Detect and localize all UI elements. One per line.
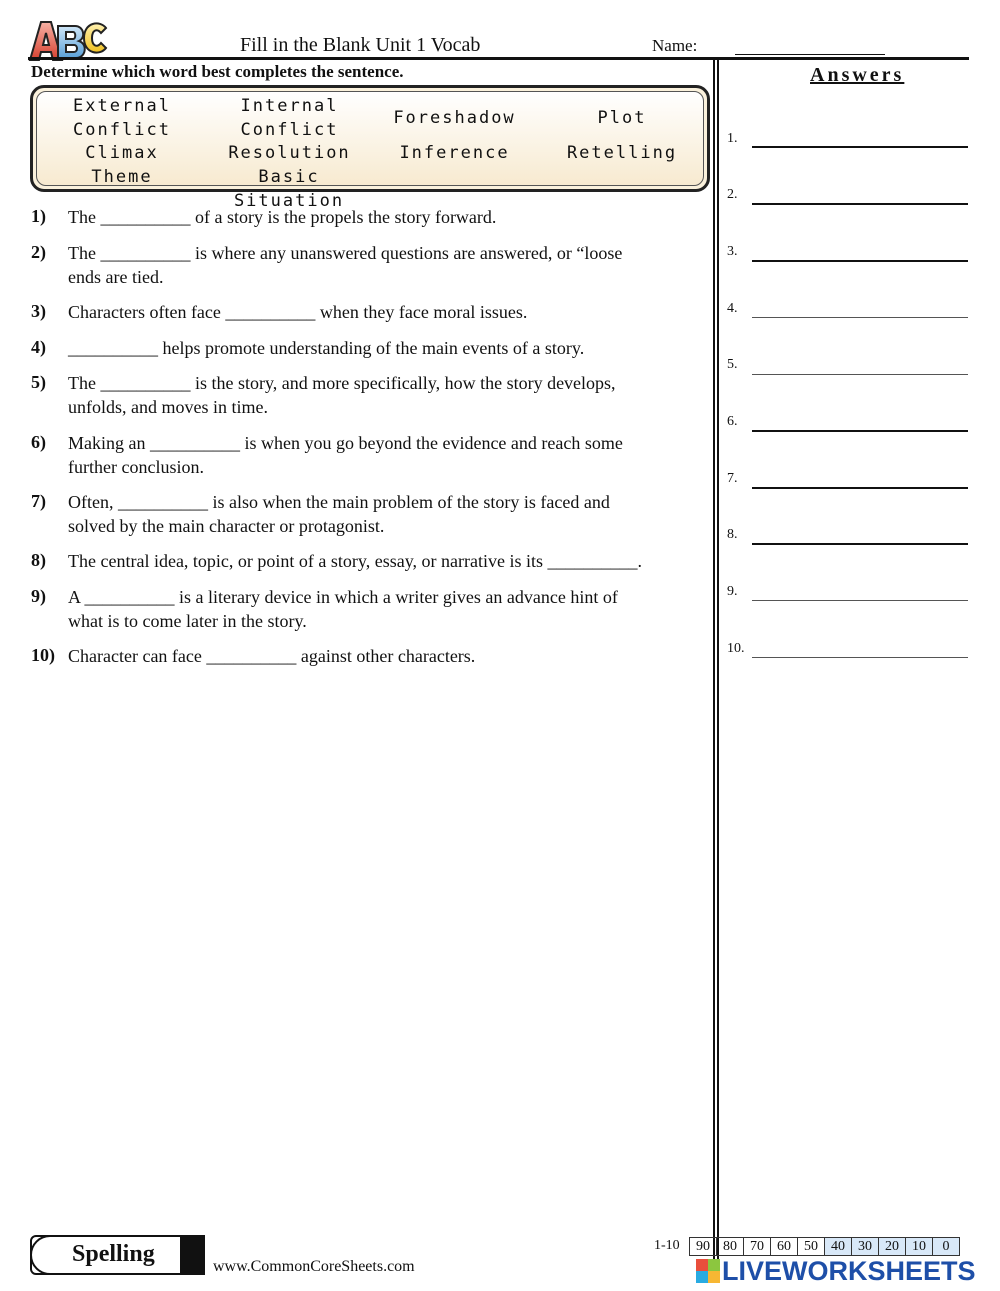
answer-number: 9. bbox=[727, 584, 738, 599]
answer-number: 2. bbox=[727, 187, 738, 202]
word-bank-item: Foreshadow bbox=[393, 108, 516, 128]
website-url: www.CommonCoreSheets.com bbox=[213, 1258, 415, 1275]
answer-number: 10. bbox=[727, 641, 745, 656]
score-cell: 40 bbox=[824, 1237, 852, 1256]
question-text: Making an __________ is when you go beyond the evidence and reach some further conclusion. bbox=[68, 433, 623, 477]
question-text: The central idea, topic, or point of a story, essay, or narrative is its __________. bbox=[68, 551, 643, 571]
answer-field[interactable] bbox=[752, 600, 968, 601]
subject-tab-bar bbox=[180, 1235, 205, 1275]
word-bank-item: Theme bbox=[91, 167, 153, 187]
watermark-text: LIVEWORKSHEETS bbox=[722, 1255, 976, 1286]
question-text: Often, __________ is also when the main problem of the story is faced and solved by the main character or protagonist. bbox=[68, 492, 610, 536]
liveworksheets-watermark bbox=[696, 1256, 976, 1286]
answer-field[interactable] bbox=[752, 260, 968, 262]
answer-field[interactable] bbox=[752, 430, 968, 432]
answers-heading: Answers bbox=[810, 64, 905, 86]
column-divider bbox=[713, 58, 719, 1279]
header-rule bbox=[28, 57, 969, 60]
word-bank bbox=[30, 85, 710, 211]
word-bank-item: Internal Conflict bbox=[240, 96, 339, 140]
question-text: The __________ is the story, and more specifically, how the story develops, unfolds, and moves in time. bbox=[68, 373, 616, 417]
instructions: Determine which word best completes the sentence. bbox=[31, 62, 404, 81]
question-text: Character can face __________ against other characters. bbox=[68, 646, 476, 666]
answer-field[interactable] bbox=[752, 317, 968, 318]
name-label: Name: bbox=[652, 36, 698, 55]
word-bank-item: Retelling bbox=[566, 143, 678, 163]
answer-number: 4. bbox=[727, 301, 738, 316]
subject-label: Spelling bbox=[72, 1241, 155, 1267]
answer-field[interactable] bbox=[752, 203, 968, 205]
answer-number: 8. bbox=[727, 527, 738, 542]
score-cell: 0 bbox=[932, 1237, 960, 1256]
worksheet-title: Fill in the Blank Unit 1 Vocab bbox=[240, 34, 481, 56]
question-text: A __________ is a literary device in which a writer gives an advance hint of what is to come later in the story. bbox=[68, 587, 618, 631]
subject-tab bbox=[30, 1235, 205, 1275]
word-bank-item: Climax bbox=[85, 143, 159, 163]
answer-number: 1. bbox=[727, 131, 738, 146]
answer-number: 7. bbox=[727, 471, 738, 486]
question-text: The __________ of a story is the propels the story forward. bbox=[68, 207, 497, 227]
answer-field[interactable] bbox=[752, 657, 968, 658]
question-text: __________ helps promote understanding of the main events of a story. bbox=[68, 338, 585, 358]
score-cell: 30 bbox=[851, 1237, 879, 1256]
word-bank-item: Basic Situation bbox=[233, 167, 345, 211]
score-cell: 10 bbox=[905, 1237, 933, 1256]
abc-logo bbox=[28, 18, 110, 62]
question-number: 3) bbox=[31, 301, 46, 321]
answer-field[interactable] bbox=[752, 543, 968, 545]
answer-field[interactable] bbox=[752, 146, 968, 148]
word-bank-item: Plot bbox=[597, 108, 647, 128]
score-cell: 50 bbox=[797, 1237, 825, 1256]
word-bank-item: Inference bbox=[399, 143, 510, 163]
question-number: 1) bbox=[31, 206, 46, 226]
score-cell: 90 bbox=[689, 1237, 717, 1256]
score-table bbox=[690, 1237, 960, 1256]
score-cell: 70 bbox=[743, 1237, 771, 1256]
score-cell: 80 bbox=[716, 1237, 744, 1256]
word-bank-item: External Conflict bbox=[73, 96, 171, 140]
answer-number: 3. bbox=[727, 244, 738, 259]
question-number: 9) bbox=[31, 586, 46, 606]
score-cell: 60 bbox=[770, 1237, 798, 1256]
score-range: 1-10 bbox=[654, 1238, 680, 1253]
answer-number: 6. bbox=[727, 414, 738, 429]
liveworksheets-logo-icon bbox=[696, 1259, 720, 1283]
question-number: 2) bbox=[31, 242, 46, 262]
question-number: 4) bbox=[31, 337, 46, 357]
question-number: 8) bbox=[31, 550, 46, 570]
name-field[interactable] bbox=[735, 54, 885, 55]
question-number: 6) bbox=[31, 432, 46, 452]
score-cell: 20 bbox=[878, 1237, 906, 1256]
question-text: Characters often face __________ when they face moral issues. bbox=[68, 302, 528, 322]
answer-number: 5. bbox=[727, 357, 738, 372]
question-text: The __________ is where any unanswered questions are answered, or “loose ends are tied. bbox=[68, 243, 623, 287]
answer-field[interactable] bbox=[752, 487, 968, 489]
answer-field[interactable] bbox=[752, 374, 968, 375]
question-number: 5) bbox=[31, 372, 46, 392]
question-number: 10) bbox=[31, 645, 55, 665]
question-number: 7) bbox=[31, 491, 46, 511]
word-bank-item: Resolution bbox=[228, 143, 351, 163]
